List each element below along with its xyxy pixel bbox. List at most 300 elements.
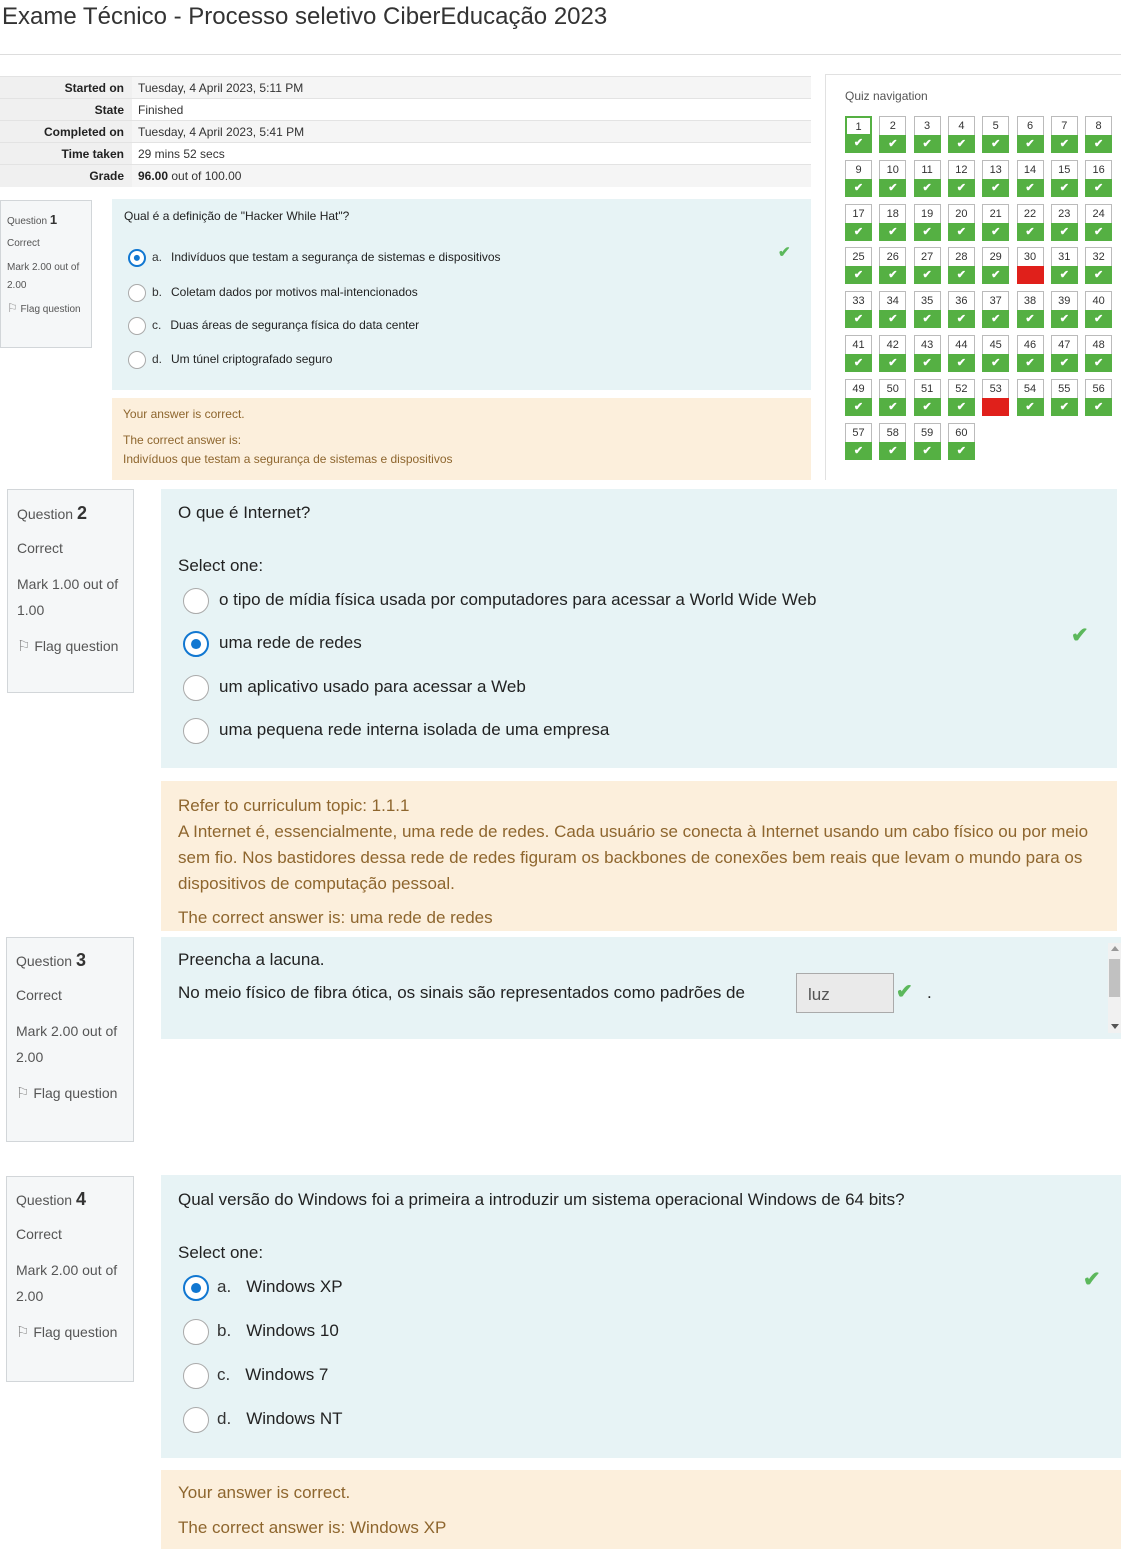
- correct-check-icon: ✔: [982, 179, 1009, 197]
- quiz-nav-question-40[interactable]: [1085, 291, 1112, 328]
- page-title: Exame Técnico - Processo seletivo CiberEducação 2023: [2, 3, 608, 30]
- quiz-nav-number: 16: [1092, 163, 1105, 176]
- option-letter: c.: [217, 1365, 231, 1385]
- correct-check-icon: ✔: [879, 266, 906, 284]
- summary-row-time: [0, 143, 811, 165]
- option-letter: b.: [152, 285, 163, 300]
- quiz-nav-number: 4: [958, 120, 965, 132]
- feedback-explanation: A Internet é, essencialmente, uma rede de redes. Cada usuário se conecta à Internet usando um cabo físico ou por meio sem fio. Nos bastidores dessa rede de redes figuram os backbones de conexões bem reais que levam o mundo para os dispositivos de computação pessoal.: [178, 822, 1089, 893]
- quiz-nav-number: 60: [955, 426, 968, 439]
- question-text: Qual versão do Windows foi a primeira a introduzir um sistema operacional Windows de 64 bits?: [178, 1190, 905, 1209]
- flag-question-link[interactable]: [7, 299, 91, 319]
- correct-check-icon: ✔: [914, 223, 941, 241]
- quiz-nav-question-52[interactable]: [948, 379, 975, 416]
- flag-label: Flag question: [34, 638, 119, 654]
- question-info-1: [0, 200, 92, 348]
- quiz-nav-question-29[interactable]: [982, 247, 1009, 284]
- correct-check-icon: ✔: [1017, 354, 1044, 372]
- quiz-nav-question-42[interactable]: [879, 335, 906, 372]
- correct-check-icon: ✔: [1085, 266, 1112, 284]
- answer-option-a[interactable]: [128, 249, 501, 267]
- question-mark: Mark 2.00 out of 2.00: [16, 1262, 118, 1304]
- question-4-feedback: [161, 1470, 1121, 1549]
- question-number-value: 1: [49, 212, 58, 227]
- answer-option-c[interactable]: [183, 1363, 328, 1389]
- flag-question-link[interactable]: [16, 1080, 133, 1107]
- quiz-nav-number: 50: [886, 382, 899, 395]
- summary-value: Tuesday, 4 April 2023, 5:41 PM: [132, 121, 811, 143]
- option-text: uma pequena rede interna isolada de uma empresa: [219, 720, 610, 740]
- quiz-nav-question-55[interactable]: [1051, 379, 1078, 416]
- answer-option-d[interactable]: [183, 1407, 343, 1433]
- option-text: Duas áreas de segurança física do data center: [170, 318, 420, 333]
- correct-check-icon: ✔: [1051, 354, 1078, 372]
- quiz-nav-number: 48: [1092, 339, 1105, 351]
- correct-check-icon: ✔: [845, 223, 872, 241]
- quiz-nav-question-12[interactable]: [948, 160, 975, 197]
- quiz-nav-number: 34: [886, 295, 899, 308]
- quiz-nav-number: 10: [886, 163, 899, 176]
- question-label: Question: [16, 1192, 73, 1208]
- option-text: Windows XP: [246, 1277, 343, 1297]
- correct-check-icon: ✔: [914, 398, 941, 416]
- question-label: Question: [16, 953, 73, 969]
- quiz-nav-question-8[interactable]: [1085, 116, 1112, 153]
- quiz-nav-number: 46: [1023, 339, 1037, 351]
- correct-check-icon: ✔: [845, 310, 872, 328]
- attempt-summary-table: [0, 76, 811, 187]
- quiz-nav-question-17[interactable]: [845, 204, 872, 241]
- question-info-4: [6, 1176, 134, 1382]
- quiz-nav-question-14[interactable]: [1017, 160, 1044, 197]
- quiz-nav-question-28[interactable]: [948, 247, 975, 284]
- quiz-nav-number: 55: [1058, 382, 1071, 395]
- flag-question-link[interactable]: [16, 1319, 133, 1346]
- quiz-nav-number: 22: [1023, 207, 1037, 220]
- option-text: Coletam dados por motivos mal-intencionados: [171, 285, 418, 300]
- correct-check-icon: ✔: [879, 442, 906, 460]
- quiz-nav-question-45[interactable]: [982, 335, 1009, 372]
- quiz-nav-number: 29: [989, 251, 1002, 264]
- option-text: uma rede de redes: [219, 633, 362, 653]
- fill-blank-answer-input[interactable]: luz: [796, 973, 894, 1013]
- correct-check-icon: ✔: [1051, 398, 1078, 416]
- scrollbar[interactable]: [1108, 943, 1121, 1033]
- quiz-nav-number: 43: [920, 339, 934, 351]
- radio-unselected[interactable]: [128, 284, 146, 302]
- correct-check-icon: ✔: [948, 310, 975, 328]
- quiz-nav-number: 49: [852, 382, 865, 395]
- quiz-nav-question-46[interactable]: [1017, 335, 1044, 372]
- option-text: Um túnel criptografado seguro: [171, 352, 333, 367]
- quiz-nav-question-9[interactable]: [845, 160, 872, 197]
- answer-option-d[interactable]: [128, 351, 332, 369]
- correct-check-icon: ✔: [982, 135, 1009, 153]
- correct-check-icon: ✔: [879, 179, 906, 197]
- correct-check-icon: ✔: [845, 354, 872, 372]
- flag-icon: ⚐: [16, 1324, 30, 1341]
- quiz-nav-number: 40: [1092, 295, 1105, 308]
- radio-selected[interactable]: [183, 631, 209, 657]
- quiz-nav-number: 51: [920, 382, 934, 395]
- summary-value: Finished: [138, 102, 184, 117]
- correct-check-icon: ✔: [914, 310, 941, 328]
- quiz-nav-number: 54: [1023, 382, 1037, 395]
- correct-check-icon: ✔: [914, 266, 941, 284]
- correct-check-icon: ✔: [1017, 179, 1044, 197]
- radio-unselected[interactable]: [183, 1319, 209, 1345]
- quiz-nav-number: 8: [1095, 120, 1102, 132]
- quiz-nav-question-44[interactable]: [948, 335, 975, 372]
- correct-check-icon: ✔: [948, 442, 975, 460]
- quiz-nav-number: 58: [886, 426, 899, 439]
- quiz-nav-number: 24: [1092, 207, 1105, 220]
- quiz-nav-number: 9: [855, 163, 862, 176]
- quiz-nav-number: 28: [955, 251, 968, 264]
- quiz-nav-question-3[interactable]: [914, 116, 941, 153]
- question-state: Correct: [17, 540, 63, 556]
- quiz-nav-question-24[interactable]: [1085, 204, 1112, 241]
- answer-option[interactable]: [183, 675, 526, 701]
- flag-label: Flag question: [33, 1324, 118, 1340]
- quiz-nav-question-60[interactable]: [948, 423, 975, 460]
- quiz-nav-question-39[interactable]: [1051, 291, 1078, 328]
- correct-check-icon: ✔: [1051, 135, 1078, 153]
- summary-row-state: [0, 99, 811, 121]
- summary-value: Tuesday, 4 April 2023, 5:11 PM: [132, 77, 811, 99]
- radio-unselected[interactable]: [183, 1407, 209, 1433]
- quiz-nav-question-49[interactable]: [845, 379, 872, 416]
- correct-check-icon: ✔: [1085, 354, 1112, 372]
- correct-check-icon: ✔: [1051, 179, 1078, 197]
- question-number: [16, 947, 133, 974]
- correct-check-icon: ✔: [948, 354, 975, 372]
- feedback-correct-answer: Indivíduos que testam a segurança de sistemas e dispositivos: [123, 452, 453, 466]
- radio-selected[interactable]: [128, 249, 146, 267]
- quiz-nav-number: 17: [852, 207, 865, 220]
- correct-check-icon: ✔: [948, 135, 975, 153]
- quiz-nav-number: 56: [1092, 382, 1105, 395]
- select-one-label: Select one:: [178, 556, 264, 575]
- question-3-formulation: [161, 937, 1121, 1039]
- quiz-nav-question-54[interactable]: [1017, 379, 1044, 416]
- quiz-nav-number: 18: [886, 207, 899, 220]
- feedback-correct: Your answer is correct.: [178, 1483, 351, 1502]
- quiz-nav-number: 26: [886, 251, 899, 264]
- answer-option[interactable]: [183, 631, 362, 657]
- question-number-value: 3: [75, 950, 86, 970]
- summary-label: Time taken: [0, 143, 132, 165]
- option-text: Indivíduos que testam a segurança de sistemas e dispositivos: [171, 250, 501, 265]
- summary-label: Completed on: [0, 121, 132, 143]
- quiz-nav-question-27[interactable]: [914, 247, 941, 284]
- feedback-correct: Your answer is correct.: [123, 407, 245, 421]
- quiz-nav-question-43[interactable]: [914, 335, 941, 372]
- quiz-nav-question-6[interactable]: [1017, 116, 1044, 153]
- question-mark: Mark 1.00 out of 1.00: [17, 576, 119, 618]
- quiz-nav-number: 35: [920, 295, 934, 308]
- quiz-nav-question-10[interactable]: [879, 160, 906, 197]
- correct-check-icon: ✔: [1017, 398, 1044, 416]
- correct-check-icon: ✔: [879, 310, 906, 328]
- answer-option-b[interactable]: [183, 1319, 339, 1345]
- flag-label: Flag question: [33, 1085, 118, 1101]
- option-letter: a.: [217, 1277, 232, 1297]
- quiz-nav-number: 37: [989, 295, 1002, 308]
- quiz-nav-number: 53: [989, 382, 1002, 395]
- question-text: O que é Internet?: [178, 503, 311, 522]
- quiz-nav-number: 21: [989, 207, 1002, 220]
- quiz-nav-number: 52: [955, 382, 968, 395]
- quiz-navigation-title: Quiz navigation: [845, 89, 928, 103]
- correct-check-icon: ✔: [1017, 223, 1044, 241]
- quiz-nav-question-30[interactable]: [1017, 247, 1044, 284]
- quiz-nav-number: 42: [886, 339, 899, 351]
- correct-check-icon: ✔: [1051, 223, 1078, 241]
- quiz-nav-question-7[interactable]: [1051, 116, 1078, 153]
- question-info-2: [7, 489, 134, 693]
- quiz-nav-question-19[interactable]: [914, 204, 941, 241]
- quiz-nav-number: 14: [1023, 163, 1037, 176]
- option-text: Windows 10: [246, 1321, 339, 1341]
- quiz-nav-question-1[interactable]: [845, 116, 872, 153]
- quiz-navigation-panel: [825, 74, 1121, 480]
- option-text: o tipo de mídia física usada por computadores para acessar a World Wide Web: [219, 590, 817, 610]
- option-letter: c.: [152, 318, 162, 333]
- summary-row-started: [0, 77, 811, 99]
- summary-label: Started on: [0, 77, 132, 99]
- option-text: Windows NT: [246, 1409, 343, 1429]
- correct-check-icon: ✔: [845, 179, 872, 197]
- quiz-nav-question-56[interactable]: [1085, 379, 1112, 416]
- quiz-nav-number: 15: [1058, 163, 1071, 176]
- quiz-nav-question-38[interactable]: [1017, 291, 1044, 328]
- answer-option-c[interactable]: [128, 317, 419, 335]
- question-number: [17, 500, 133, 527]
- quiz-nav-number: 44: [955, 339, 968, 351]
- question-number-value: 2: [76, 503, 87, 523]
- quiz-nav-question-57[interactable]: [845, 423, 872, 460]
- question-text: Preencha a lacuna.: [178, 950, 325, 969]
- quiz-nav-question-4[interactable]: [948, 116, 975, 153]
- correct-check-icon: ✔: [948, 266, 975, 284]
- question-number-value: 4: [75, 1189, 86, 1209]
- question-4-formulation: [161, 1175, 1121, 1458]
- correct-check-icon: ✔: [948, 398, 975, 416]
- quiz-nav-question-5[interactable]: [982, 116, 1009, 153]
- quiz-nav-question-25[interactable]: [845, 247, 872, 284]
- quiz-nav-question-2[interactable]: [879, 116, 906, 153]
- quiz-nav-number: 3: [924, 120, 931, 132]
- quiz-nav-number: 57: [852, 426, 865, 439]
- quiz-nav-question-20[interactable]: [948, 204, 975, 241]
- radio-unselected[interactable]: [183, 675, 209, 701]
- correct-check-icon: ✔: [1085, 135, 1112, 153]
- correct-check-icon: ✔: [1017, 135, 1044, 153]
- correct-check-icon: ✔: [879, 398, 906, 416]
- incorrect-status-bar: [982, 398, 1009, 416]
- quiz-nav-question-34[interactable]: [879, 291, 906, 328]
- quiz-nav-number: 6: [1026, 120, 1034, 132]
- option-text: um aplicativo usado para acessar a Web: [219, 677, 526, 697]
- scroll-down-arrow[interactable]: [1111, 1024, 1119, 1029]
- radio-unselected[interactable]: [183, 588, 209, 614]
- question-mark: Mark 2.00 out of 2.00: [16, 1023, 118, 1065]
- correct-check-icon: ✔: [948, 179, 975, 197]
- quiz-nav-question-13[interactable]: [982, 160, 1009, 197]
- question-state: Correct: [7, 238, 40, 249]
- correct-check-icon: ✔: [1051, 266, 1078, 284]
- summary-row-grade: [0, 165, 811, 187]
- quiz-nav-question-58[interactable]: [879, 423, 906, 460]
- quiz-nav-question-26[interactable]: [879, 247, 906, 284]
- correct-check-icon: ✔: [982, 266, 1009, 284]
- correct-check-icon: ✔: [914, 135, 941, 153]
- correct-check-icon: ✔: [845, 398, 872, 416]
- answer-option-a[interactable]: [183, 1275, 343, 1301]
- feedback-correct-answer: The correct answer is: Windows XP: [178, 1518, 447, 1537]
- quiz-nav-question-32[interactable]: [1085, 247, 1112, 284]
- question-label: Question: [17, 506, 74, 522]
- option-letter: d.: [152, 352, 163, 367]
- correct-check-icon: ✔: [778, 244, 791, 261]
- quiz-nav-number: 33: [852, 295, 865, 308]
- quiz-nav-number: 32: [1092, 251, 1105, 264]
- correct-check-icon: ✔: [1071, 624, 1089, 647]
- quiz-nav-question-47[interactable]: [1051, 335, 1078, 372]
- grade-total: out of 100.00: [168, 168, 242, 183]
- quiz-nav-question-35[interactable]: [914, 291, 941, 328]
- quiz-nav-question-23[interactable]: [1051, 204, 1078, 241]
- quiz-nav-number: 25: [852, 251, 865, 264]
- correct-check-icon: ✔: [1017, 310, 1044, 328]
- quiz-nav-question-11[interactable]: [914, 160, 941, 197]
- quiz-nav-question-53[interactable]: [982, 379, 1009, 416]
- sentence-end: .: [927, 983, 932, 1002]
- quiz-nav-number: 27: [920, 251, 934, 264]
- correct-check-icon: ✔: [845, 442, 872, 460]
- question-2-formulation: [161, 489, 1117, 768]
- scroll-up-arrow[interactable]: [1111, 946, 1119, 951]
- grade-value: 96.00: [138, 168, 169, 183]
- question-state: Correct: [16, 1226, 62, 1242]
- quiz-nav-question-36[interactable]: [948, 291, 975, 328]
- correct-check-icon: ✔: [982, 310, 1009, 328]
- question-state: Correct: [16, 987, 62, 1003]
- quiz-nav-question-33[interactable]: [845, 291, 872, 328]
- quiz-nav-number: 30: [1023, 251, 1037, 264]
- correct-check-icon: ✔: [1085, 398, 1112, 416]
- quiz-nav-question-51[interactable]: [914, 379, 941, 416]
- quiz-nav-question-16[interactable]: [1085, 160, 1112, 197]
- question-number: [7, 209, 91, 233]
- answer-option-b[interactable]: [128, 284, 418, 302]
- scroll-thumb[interactable]: [1109, 959, 1120, 997]
- question-1-formulation: [112, 199, 811, 390]
- fill-blank-sentence: No meio físico de fibra ótica, os sinais são representados como padrões de: [178, 983, 745, 1002]
- quiz-nav-question-15[interactable]: [1051, 160, 1078, 197]
- radio-unselected[interactable]: [128, 317, 146, 335]
- quiz-nav-question-59[interactable]: [914, 423, 941, 460]
- correct-check-icon: ✔: [1051, 310, 1078, 328]
- quiz-nav-number: 47: [1058, 339, 1071, 351]
- quiz-nav-question-37[interactable]: [982, 291, 1009, 328]
- quiz-nav-number: 59: [920, 426, 934, 439]
- quiz-nav-question-50[interactable]: [879, 379, 906, 416]
- correct-check-icon: ✔: [948, 223, 975, 241]
- incorrect-status-bar: [1017, 266, 1044, 284]
- quiz-nav-number: 45: [989, 339, 1002, 351]
- correct-check-icon: ✔: [914, 442, 941, 460]
- curriculum-topic: Refer to curriculum topic: 1.1.1: [178, 796, 410, 815]
- quiz-nav-question-31[interactable]: [1051, 247, 1078, 284]
- question-1-feedback: [112, 398, 811, 480]
- quiz-nav-number: 2: [889, 120, 896, 132]
- feedback-correct-answer-label: The correct answer is:: [123, 433, 242, 447]
- quiz-nav-number: 31: [1058, 251, 1071, 264]
- quiz-nav-number: 38: [1023, 295, 1037, 308]
- option-letter: b.: [217, 1321, 232, 1341]
- correct-check-icon: ✔: [1083, 1268, 1101, 1291]
- quiz-nav-number: 13: [989, 163, 1002, 176]
- summary-value: 29 mins 52 secs: [138, 146, 225, 161]
- correct-check-icon: ✔: [879, 135, 906, 153]
- answer-option[interactable]: [183, 588, 817, 614]
- correct-check-icon: ✔: [914, 179, 941, 197]
- flag-question-link[interactable]: [17, 633, 133, 660]
- radio-unselected[interactable]: [183, 1363, 209, 1389]
- flag-icon: ⚐: [17, 638, 31, 655]
- summary-row-completed: [0, 121, 811, 143]
- correct-check-icon: ✔: [846, 134, 871, 152]
- quiz-nav-question-48[interactable]: [1085, 335, 1112, 372]
- quiz-nav-number: 36: [955, 295, 968, 308]
- quiz-nav-number: 11: [921, 163, 933, 176]
- correct-check-icon: ✔: [845, 266, 872, 284]
- quiz-nav-number: 7: [1061, 120, 1068, 132]
- option-letter: a.: [152, 250, 163, 265]
- quiz-nav-number: 19: [920, 207, 934, 220]
- radio-unselected[interactable]: [128, 351, 146, 369]
- flag-label: Flag question: [20, 304, 81, 315]
- radio-selected[interactable]: [183, 1275, 209, 1301]
- flag-icon: ⚐: [16, 1085, 30, 1102]
- option-letter: d.: [217, 1409, 232, 1429]
- answer-option[interactable]: [183, 718, 609, 744]
- quiz-nav-question-21[interactable]: [982, 204, 1009, 241]
- question-label: Question: [7, 216, 48, 227]
- question-text: Qual é a definição de "Hacker While Hat"?: [124, 209, 350, 223]
- flag-icon: ⚐: [7, 301, 18, 315]
- correct-check-icon: ✔: [1085, 179, 1112, 197]
- quiz-nav-number: 20: [955, 207, 968, 220]
- correct-check-icon: ✔: [982, 354, 1009, 372]
- question-2-feedback: [161, 781, 1117, 931]
- quiz-nav-question-22[interactable]: [1017, 204, 1044, 241]
- correct-check-icon: ✔: [879, 354, 906, 372]
- correct-check-icon: ✔: [914, 354, 941, 372]
- summary-label: State: [0, 99, 132, 121]
- correct-check-icon: ✔: [896, 981, 913, 1003]
- quiz-nav-question-41[interactable]: [845, 335, 872, 372]
- question-mark: Mark 2.00 out of 2.00: [7, 262, 80, 291]
- question-number: [16, 1186, 133, 1213]
- quiz-nav-number: 39: [1058, 295, 1071, 308]
- quiz-nav-question-18[interactable]: [879, 204, 906, 241]
- feedback-correct-answer: The correct answer is: uma rede de redes: [178, 908, 493, 927]
- radio-unselected[interactable]: [183, 718, 209, 744]
- correct-check-icon: ✔: [1085, 223, 1112, 241]
